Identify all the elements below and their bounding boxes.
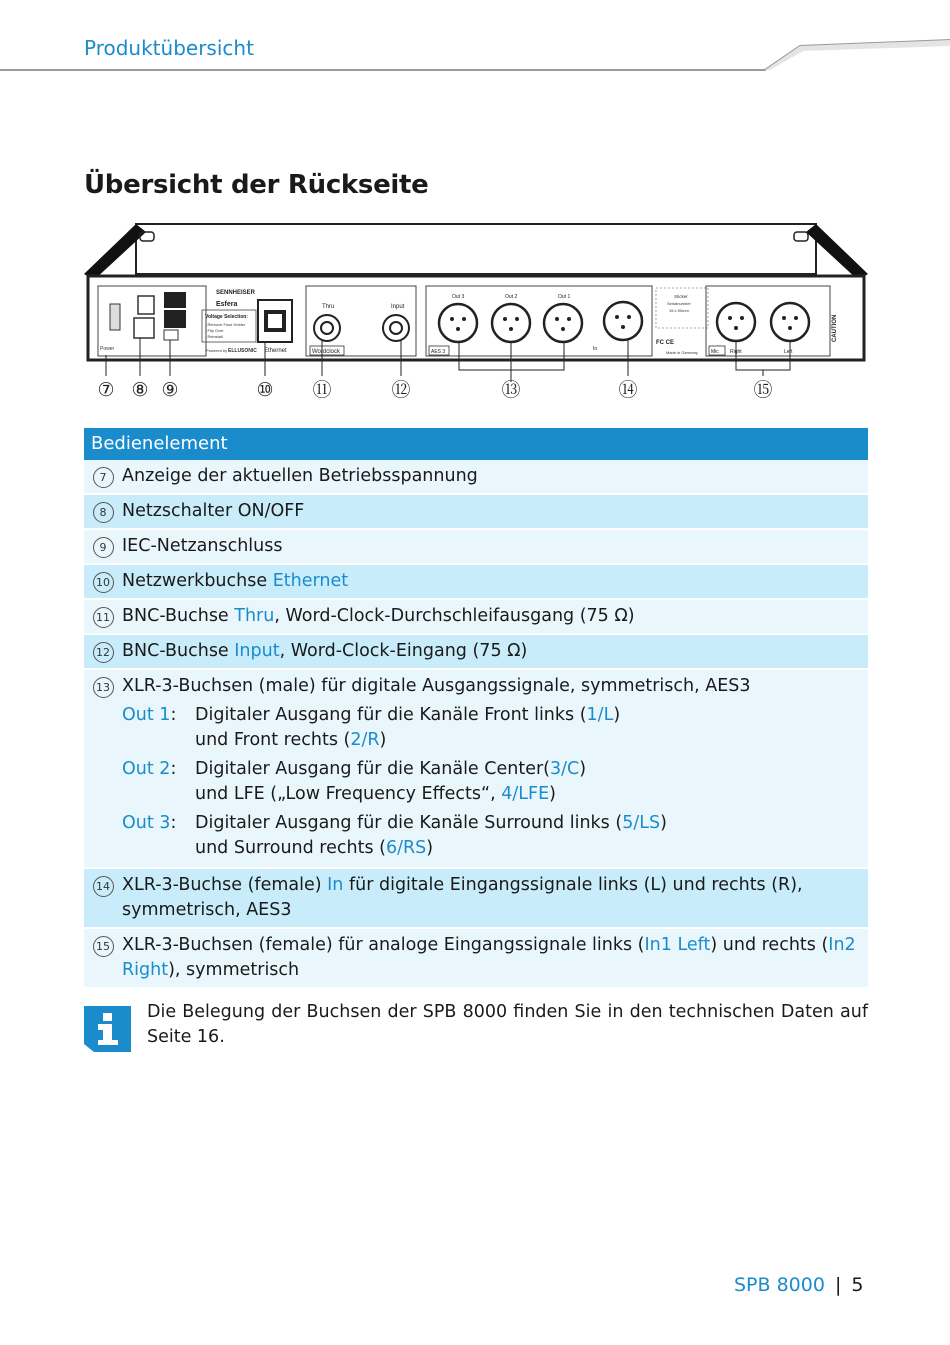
aes3-label: AES 3 (431, 349, 446, 355)
sub-line: Digitaler Ausgang für die Kanäle Surround links ( (195, 813, 623, 833)
xlr-in-right (717, 303, 755, 341)
size-label: 15 x 50mm (669, 308, 689, 313)
row-text (122, 639, 868, 664)
info-icon (84, 1006, 131, 1052)
sub-label: Out 2 (122, 759, 171, 779)
xlr-in (604, 302, 642, 340)
sub-line: Digitaler Ausgang für die Kanäle Front links ( (195, 705, 587, 725)
voltage-item: - Flip Over (205, 328, 224, 333)
section-header: Produktübersicht (84, 36, 254, 60)
row-highlight: Input (234, 641, 280, 661)
row-number: 11 (93, 607, 114, 628)
row-text-part: für digitale Eingangssignale links (L) und rechts (R), symmetrisch, AES3 (122, 875, 803, 920)
left-label: Left (784, 349, 793, 355)
row-text: Netzschalter ON/OFF (122, 501, 305, 521)
sub-line: und Front rechts ( (195, 730, 351, 750)
serial-label: Serialnumber (667, 301, 691, 306)
channel-value: 4/LFE (501, 784, 550, 804)
sticker-label: Sticker (674, 294, 688, 299)
row-text (122, 873, 868, 923)
channel-value: 6/RS (385, 838, 427, 858)
callout-7: ⑦ (97, 380, 115, 401)
page-title: Übersicht der Rückseite (84, 170, 429, 200)
row-content (122, 674, 868, 861)
row-highlight: In2 Right (122, 935, 856, 980)
callout-11: ⑪ (312, 380, 332, 401)
sub-text (195, 757, 586, 807)
row-number: 13 (93, 677, 114, 698)
xlr-out-3 (439, 304, 477, 342)
out2-label: Out 2 (505, 294, 518, 300)
sub-text (195, 703, 620, 753)
row-highlight: In1 Left (644, 935, 711, 955)
powered-brand-label: ELLUSONIC (228, 348, 257, 354)
ethernet-label: Ethernet (264, 348, 287, 354)
row-number: 15 (93, 936, 114, 957)
row-text: XLR-3-Buchsen (male) für digitale Ausgangssignale, symmetrisch, AES3 (122, 676, 751, 696)
device-rear-panel-figure (84, 222, 868, 404)
row-text-part: BNC-Buchse (122, 606, 235, 626)
row-text-part: XLR-3-Buchse (female) (122, 875, 328, 895)
row-number: 12 (93, 642, 114, 663)
sub-line: Digitaler Ausgang für die Kanäle Center( (195, 759, 550, 779)
table-row (84, 565, 868, 598)
table-row (84, 495, 868, 528)
voltage-item: - Remove Fuse Holder (205, 322, 246, 327)
table-row (84, 460, 868, 493)
footer: SPB 8000 | 5 (734, 1274, 864, 1296)
row-number: 10 (93, 572, 114, 593)
powered-by-label: Powered by (206, 348, 228, 353)
xlr-out-2 (492, 304, 530, 342)
page-number: 5 (851, 1274, 864, 1296)
sub-item (122, 757, 868, 807)
table-header-label: Bedienelement (91, 433, 228, 454)
out3-label: Out 3 (452, 294, 465, 300)
power-label: Power (100, 346, 115, 352)
table-header (84, 428, 868, 460)
row-text (122, 604, 868, 629)
row-text (122, 933, 868, 983)
row-number: 8 (93, 502, 114, 523)
sub-label: Out 3 (122, 813, 171, 833)
row-highlight: Thru (234, 606, 275, 626)
channel-value: 2/R (350, 730, 380, 750)
xlr-out-1 (544, 304, 582, 342)
callout-12: ⑫ (391, 380, 411, 401)
row-number: 9 (93, 537, 114, 558)
sub-line: und Surround rechts ( (195, 838, 386, 858)
row-text-part: ) und rechts ( (710, 935, 829, 955)
sub-line: ) (660, 813, 667, 833)
callout-15: ⑮ (753, 380, 773, 401)
callout-9: ⑨ (161, 380, 179, 401)
sub-text (195, 811, 667, 861)
sub-label-wrap: Out 1: (122, 705, 177, 725)
row-text-part: ), symmetrisch (168, 960, 300, 980)
voltage-item: - Reinstall (205, 334, 223, 339)
callout-8: ⑧ (131, 380, 149, 401)
input-label: Input (391, 304, 405, 310)
channel-value: 3/C (550, 759, 580, 779)
row-text (122, 569, 868, 594)
thru-label: Thru (322, 304, 335, 310)
info-note-text: Die Belegung der Buchsen der SPB 8000 finden Sie in den technischen Daten auf Seite 16. (147, 1002, 868, 1047)
sub-line: ) (426, 838, 434, 858)
table-row (84, 670, 868, 867)
caution-label: CAUTION (832, 314, 838, 342)
row-text-part: XLR-3-Buchsen (female) für analoge Eingangssignale links ( (122, 935, 645, 955)
table-row (84, 530, 868, 563)
in-label: In (593, 346, 598, 352)
sub-line: ) (613, 705, 621, 725)
made-in-label: Made in Germany (666, 350, 698, 355)
out1-label: Out 1 (558, 294, 571, 300)
row-text: Anzeige der aktuellen Betriebsspannung (122, 466, 478, 486)
channel-value: 5/LS (622, 813, 661, 833)
row-text: IEC-Netzanschluss (122, 536, 283, 556)
sub-item (122, 811, 868, 861)
row-text-part: Netzwerkbuchse (122, 571, 273, 591)
controls-table (84, 428, 868, 987)
voltage-title: Voltage Selection: (205, 314, 248, 320)
row-text-part: BNC-Buchse (122, 641, 235, 661)
sub-label: Out 1 (122, 705, 171, 725)
table-row (84, 600, 868, 633)
fc-ce-label: FC CE (656, 340, 674, 346)
callout-14: ⑭ (618, 380, 638, 401)
callout-13: ⑬ (501, 380, 521, 401)
row-highlight: Ethernet (272, 571, 349, 591)
right-label: Right (730, 349, 742, 355)
sub-label-wrap: Out 2: (122, 759, 177, 779)
table-row (84, 869, 868, 927)
footer-product: SPB 8000 (734, 1274, 825, 1296)
sub-line: ) (379, 730, 387, 750)
brand-label: SENNHEISER (216, 290, 256, 296)
sub-line: und LFE („Low Frequency Effects“, (195, 784, 502, 804)
sub-label-wrap: Out 3: (122, 813, 177, 833)
row-number: 7 (93, 467, 114, 488)
sub-line: ) (549, 784, 556, 804)
channel-value: 1/L (586, 705, 614, 725)
row-number: 14 (93, 876, 114, 897)
sub-line: ) (579, 759, 587, 779)
model-label: Esfera (216, 301, 238, 308)
wordclock-label: Wordclock (312, 349, 340, 355)
callout-10: ⑩ (256, 380, 274, 401)
xlr-in-left (771, 303, 809, 341)
row-highlight: In (327, 875, 344, 895)
row-text-part: , Word-Clock-Eingang (75 Ω) (279, 641, 528, 661)
sub-item (122, 703, 868, 753)
table-row (84, 635, 868, 668)
table-row (84, 929, 868, 987)
mic-label: Mic (711, 349, 719, 355)
row-text-part: , Word-Clock-Durchschleifausgang (75 Ω) (274, 606, 635, 626)
